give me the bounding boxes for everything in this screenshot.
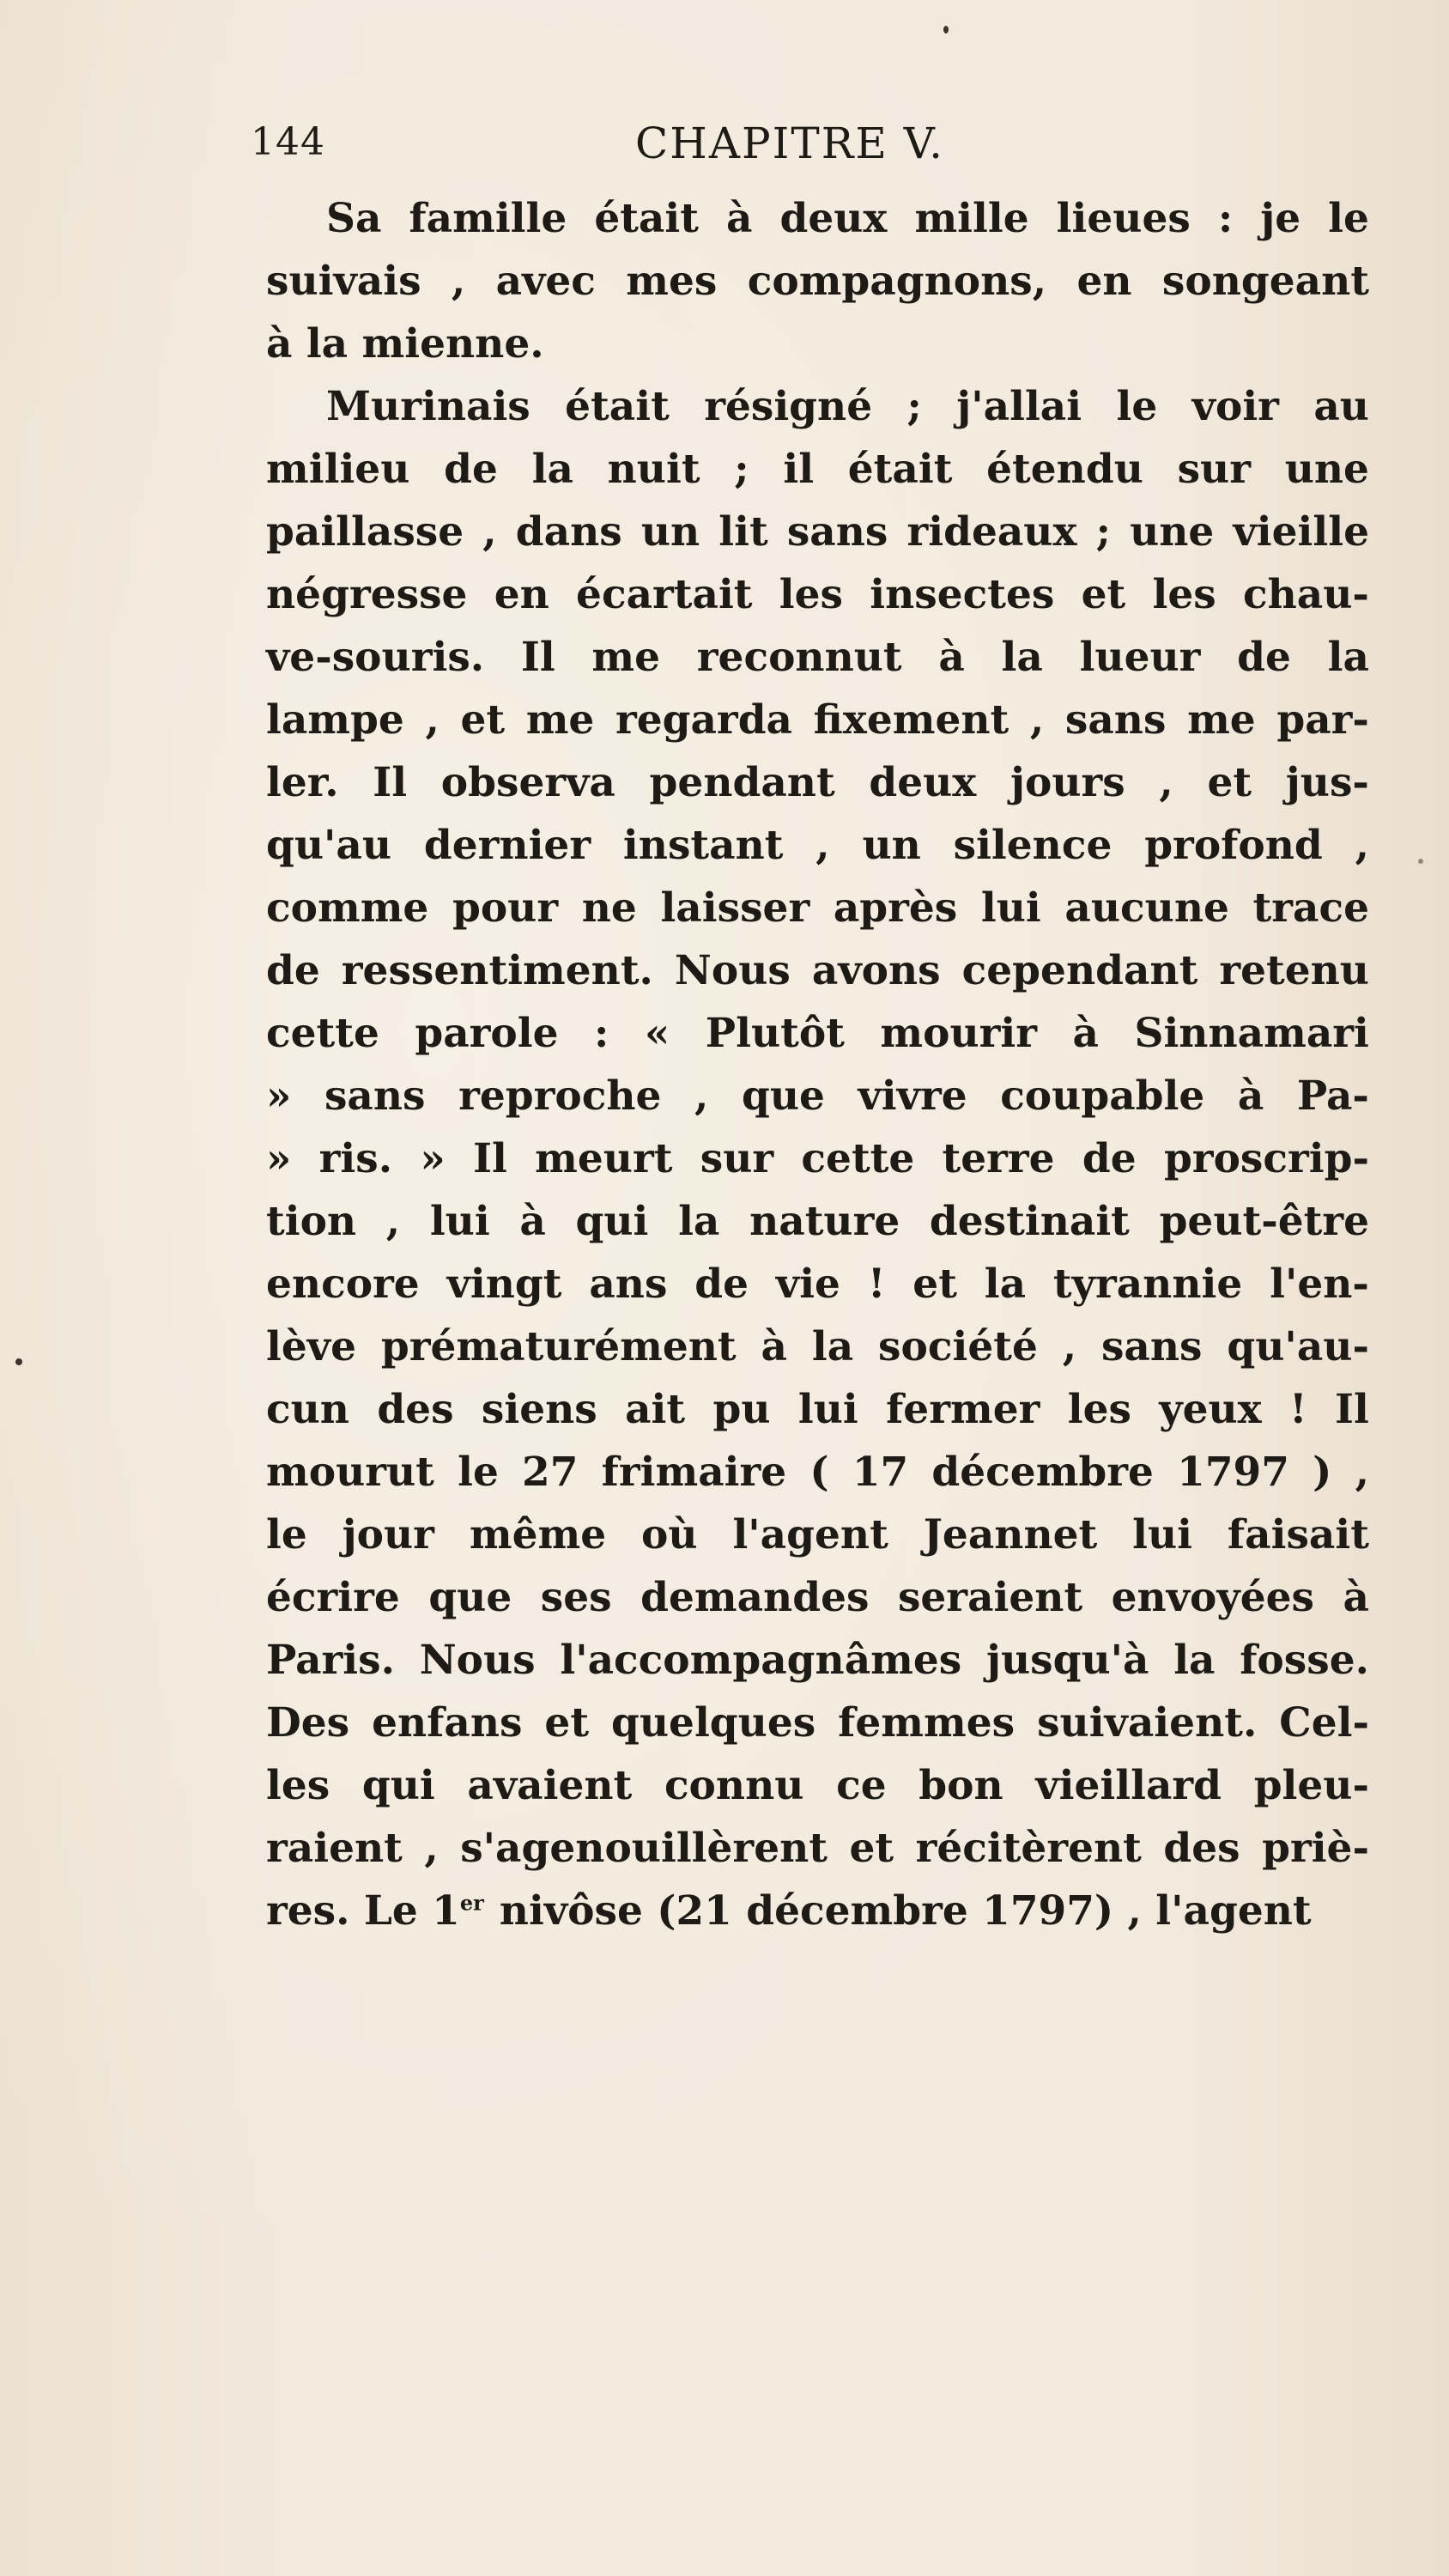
last-line-first-part — [266, 1880, 484, 1942]
text-line: cun des siens ait pu lui fermer les yeux ! Il — [266, 1386, 1369, 1433]
ink-speck — [943, 26, 949, 33]
text-line: à la mienne. — [266, 320, 544, 368]
text-line: lève prématurément à la société , sans qu'au- — [266, 1323, 1369, 1370]
text-line: Paris. Nous l'accompagnâmes jusqu'à la fosse. — [266, 1637, 1369, 1684]
text-line: milieu de la nuit ; il était étendu sur une — [266, 446, 1369, 493]
text-line: qu'au dernier instant , un silence profond , — [266, 822, 1369, 869]
ink-speck — [1418, 859, 1423, 864]
text-line: Des enfans et quelques femmes suivaient. Cel- — [266, 1699, 1369, 1747]
text-line: Murinais était résigné ; j'allai le voir au — [326, 383, 1369, 430]
text-line: négresse en écartait les insectes et les chau- — [266, 571, 1369, 618]
text-line: mourut le 27 frimaire ( 17 décembre 1797 ) , — [266, 1449, 1369, 1496]
running-title: CHAPITRE V. — [635, 118, 945, 168]
last-line-end: nivôse (21 décembre 1797) , l'agent — [499, 1887, 1312, 1935]
text-line: ler. Il observa pendant deux jours , et jus- — [266, 759, 1369, 806]
text-line: les qui avaient connu ce bon vieillard pleu- — [266, 1762, 1369, 1809]
text-line: de ressentiment. Nous avons cependant retenu — [266, 947, 1369, 994]
text-line: écrire que ses demandes seraient envoyées à — [266, 1574, 1369, 1621]
text-line: tion , lui à qui la nature destinait peut-être — [266, 1198, 1369, 1245]
last-line-start: res. Le 1 — [266, 1887, 460, 1935]
text-line: » ris. » Il meurt sur cette terre de proscrip- — [266, 1135, 1369, 1182]
text-line: suivais , avec mes compagnons, en songeant — [266, 258, 1369, 305]
text-line-last — [266, 1880, 1369, 1942]
text-line: le jour même où l'agent Jeannet lui faisait — [266, 1511, 1369, 1558]
text-line: cette parole : « Plutôt mourir à Sinnamari — [266, 1010, 1369, 1057]
page-number: 144 — [251, 120, 325, 164]
body-text — [266, 187, 1369, 1942]
text-line: Sa famille était à deux mille lieues : je le — [326, 195, 1369, 242]
text-line: lampe , et me regarda fixement , sans me par- — [266, 696, 1369, 744]
text-line: ve-souris. Il me reconnut à la lueur de la — [266, 634, 1369, 681]
text-line: encore vingt ans de vie ! et la tyrannie l'en- — [266, 1261, 1369, 1308]
ink-speck — [15, 1358, 22, 1365]
text-line: comme pour ne laisser après lui aucune trace — [266, 884, 1369, 932]
text-line: raient , s'agenouillèrent et récitèrent des priè- — [266, 1825, 1369, 1872]
text-line: paillasse , dans un lit sans rideaux ; une vieille — [266, 508, 1369, 556]
text-line: » sans reproche , que vivre coupable à Pa- — [266, 1072, 1369, 1120]
ordinal-superscript: er — [459, 1890, 484, 1916]
page-header — [0, 112, 1449, 180]
